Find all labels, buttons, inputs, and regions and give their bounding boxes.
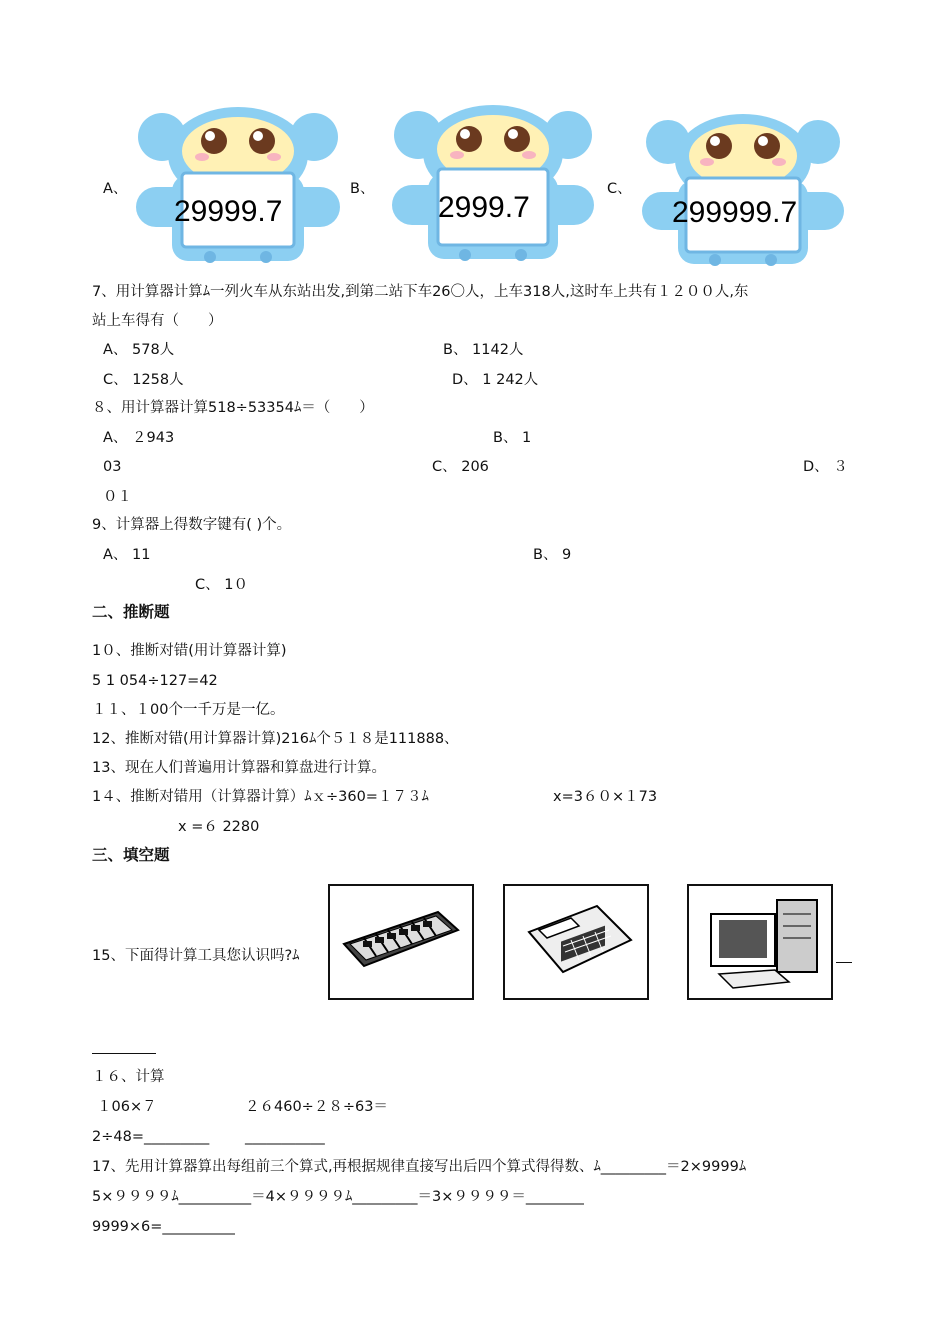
option-c-value: 299999.7 bbox=[672, 196, 798, 229]
computer-picture bbox=[687, 884, 833, 1000]
q8-option-a: A、 ２943 bbox=[103, 430, 175, 446]
q7-option-c: C、 1258人 bbox=[103, 372, 184, 388]
q12-line: 12、推断对错(用计算器计算)216ﾑ个５１８是111888、 bbox=[92, 731, 459, 747]
q8-line1: ８、用计算器计算518÷53354ﾑ＝（ ） bbox=[92, 400, 374, 416]
q8-option-d: D、 ３ bbox=[803, 459, 848, 475]
q7-line2: 站上车得有（ ） bbox=[92, 313, 223, 329]
mascot-a-image bbox=[132, 105, 344, 267]
abacus-icon bbox=[330, 886, 472, 998]
q16-expr2: ２６460÷２８÷63＝ bbox=[245, 1099, 388, 1115]
q8-option-c: C、 206 bbox=[432, 459, 489, 475]
q15-answer-blank bbox=[92, 1053, 156, 1054]
section-heading-fill: 三、填空题 bbox=[92, 846, 170, 864]
q15-answer-blank-right bbox=[836, 962, 852, 963]
calculator-icon bbox=[505, 886, 647, 998]
q8-option-d-cont: ０１ bbox=[103, 489, 132, 505]
abacus-picture bbox=[328, 884, 474, 1000]
q14-line1b: x=3６０×１73 bbox=[553, 789, 658, 805]
q10-line1: 1０、推断对错(用计算器计算) bbox=[92, 643, 287, 659]
calculator-picture bbox=[503, 884, 649, 1000]
q9-option-c: C、 1０ bbox=[195, 577, 248, 593]
q17-line1: 17、先用计算器算出每组前三个算式,再根据规律直接写出后四个算式得得数、ﾑ_________＝2×9999ﾑ bbox=[92, 1159, 747, 1175]
q16-expr1: １06×７ bbox=[97, 1099, 157, 1115]
q8-option-b: B、 1 bbox=[493, 430, 532, 446]
q16-expr3: 2÷48=_________ bbox=[92, 1129, 210, 1145]
q9-option-a: A、 11 bbox=[103, 547, 151, 563]
q17-line2: 5×９９９９ﾑ__________＝4×９９９９ﾑ_________＝3×９９９９＝________ bbox=[92, 1189, 584, 1205]
q9-line1: 9、计算器上得数字键有( )个。 bbox=[92, 517, 292, 533]
mascot-c-image bbox=[640, 112, 846, 270]
q7-option-d: D、 1 242人 bbox=[452, 372, 539, 388]
option-b-label: B、 bbox=[350, 181, 375, 197]
q16-expr4: ___________ bbox=[245, 1129, 325, 1145]
q14-line2: x =６ 2280 bbox=[178, 819, 260, 835]
q17-line3: 9999×6=__________ bbox=[92, 1219, 235, 1235]
q7-line1: 7、用计算器计算ﾑ一列火车从东站出发,到第二站下车26〇人，上车318人,这时车上共有１２００人,东 bbox=[92, 284, 749, 300]
q14-line1: 1４、推断对错用（计算器计算）ﾑｘ÷360=１７３ﾑ bbox=[92, 789, 429, 805]
q11-line: １１、１00个一千万是一亿。 bbox=[92, 702, 285, 718]
q13-line: 13、现在人们普遍用计算器和算盘进行计算。 bbox=[92, 760, 386, 776]
computer-icon bbox=[689, 886, 831, 998]
option-c-label: C、 bbox=[607, 181, 632, 197]
q7-option-b: B、 1142人 bbox=[443, 342, 524, 358]
q7-option-a: A、 578人 bbox=[103, 342, 175, 358]
q15-line: 15、下面得计算工具您认识吗?ﾑ bbox=[92, 948, 300, 964]
mascot-b-image bbox=[388, 103, 598, 265]
option-a-label: A、 bbox=[103, 181, 128, 197]
option-a-value: 29999.7 bbox=[174, 195, 283, 228]
section-heading-judge: 二、推断题 bbox=[92, 603, 170, 621]
q10-line2: 5 1 054÷127=42 bbox=[92, 673, 218, 689]
option-b-value: 2999.7 bbox=[438, 191, 530, 224]
q16-title: １６、计算 bbox=[92, 1069, 165, 1085]
q8-option-b-cont: 03 bbox=[103, 459, 122, 475]
q9-option-b: B、 9 bbox=[533, 547, 572, 563]
